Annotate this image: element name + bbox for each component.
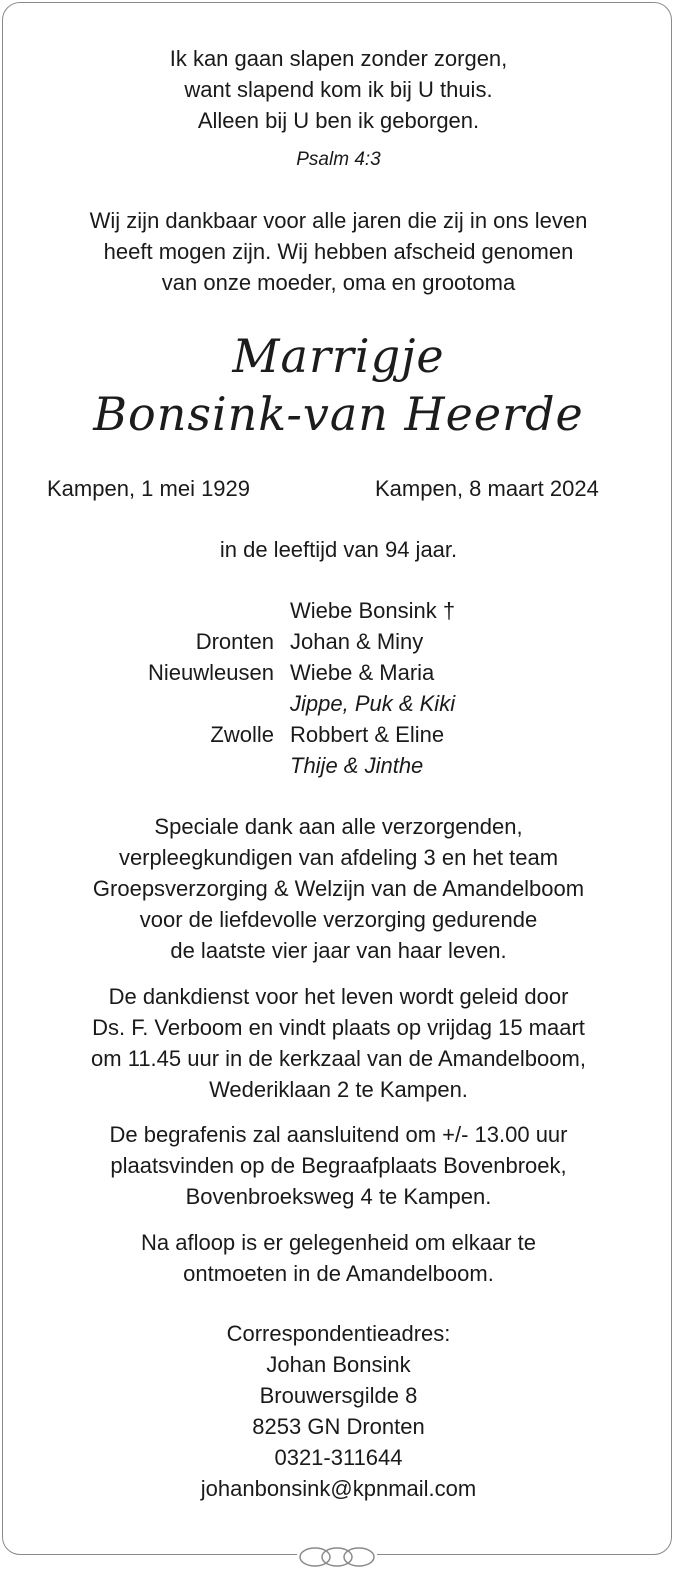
age-line: in de leeftijd van 94 jaar. [219,537,458,562]
family-list [0,595,677,781]
after-text [0,1227,677,1289]
family-place: Dronten [195,629,274,654]
death-date: Kampen, 8 maart 2024 [375,476,599,501]
deceased-surname: Bonsink-van Heerde [93,387,584,441]
after-line: Na afloop is er gelegenheid om elkaar te [140,1230,537,1255]
intro-line: heeft mogen zijn. Wij hebben afscheid genomen [103,239,574,264]
thanks-line: verpleegkundigen van afdeling 3 en het team [118,845,559,870]
burial-text [0,1119,677,1212]
correspondence-address [0,1318,677,1504]
correspondence-postal-city: 8253 GN Dronten [252,1414,425,1439]
service-text [0,981,677,1105]
family-row [0,626,677,657]
intro-line: Wij zijn dankbaar voor alle jaren die zij in ons leven [89,208,588,233]
family-names-grandchildren: Thije & Jinthe [290,753,424,778]
correspondence-email: johanbonsink@kpnmail.com [200,1476,477,1501]
after-line: ontmoeten in de Amandelboom. [183,1261,494,1286]
correspondence-name: Johan Bonsink [266,1352,411,1377]
birth-date: Kampen, 1 mei 1929 [47,476,251,501]
family-names: Wiebe & Maria [290,660,435,685]
thanks-line: de laatste vier jaar van haar leven. [170,938,507,963]
family-place: Nieuwleusen [148,660,274,685]
service-line: om 11.45 uur in de kerkzaal van de Amandelboom, [91,1046,586,1071]
service-line: De dankdienst voor het leven wordt geleid door [108,984,569,1009]
thanks-line: Groepsverzorging & Welzijn van de Amandelboom [92,876,585,901]
thanks-text [0,811,677,966]
correspondence-label: Correspondentieadres: [226,1321,451,1346]
service-line: Wederiklaan 2 te Kampen. [209,1077,468,1102]
burial-line: plaatsvinden op de Begraafplaats Bovenbroek, [110,1153,567,1178]
burial-line: Bovenbroeksweg 4 te Kampen. [185,1184,492,1209]
deceased-first-name: Marrigje [232,329,445,383]
family-row [0,595,677,626]
verse-line: want slapend kom ik bij U thuis. [184,77,493,102]
intro-text [0,205,677,298]
verse-line: Ik kan gaan slapen zonder zorgen, [169,46,508,71]
family-place: Zwolle [210,722,274,747]
family-row [0,719,677,750]
verse [0,43,677,136]
thanks-line: voor de liefdevolle verzorging gedurende [139,907,538,932]
correspondence-street: Brouwersgilde 8 [259,1383,418,1408]
deceased-name [0,327,677,443]
correspondence-phone: 0321-311644 [274,1445,403,1470]
burial-line: De begrafenis zal aansluitend om +/- 13.00 uur [109,1122,568,1147]
family-row [0,657,677,688]
family-names: Wiebe Bonsink † [290,598,456,623]
family-names-grandchildren: Jippe, Puk & Kiki [290,691,456,716]
rings-ornament-icon [297,1545,377,1569]
family-names: Johan & Miny [290,629,424,654]
intro-line: van onze moeder, oma en grootoma [161,270,516,295]
verse-line: Alleen bij U ben ik geborgen. [197,108,480,133]
thanks-line: Speciale dank aan alle verzorgenden, [154,814,523,839]
family-names: Robbert & Eline [290,722,445,747]
family-row [0,688,677,719]
verse-reference: Psalm 4:3 [296,149,381,170]
family-row [0,750,677,781]
service-line: Ds. F. Verboom en vindt plaats op vrijdag 15 maart [92,1015,585,1040]
